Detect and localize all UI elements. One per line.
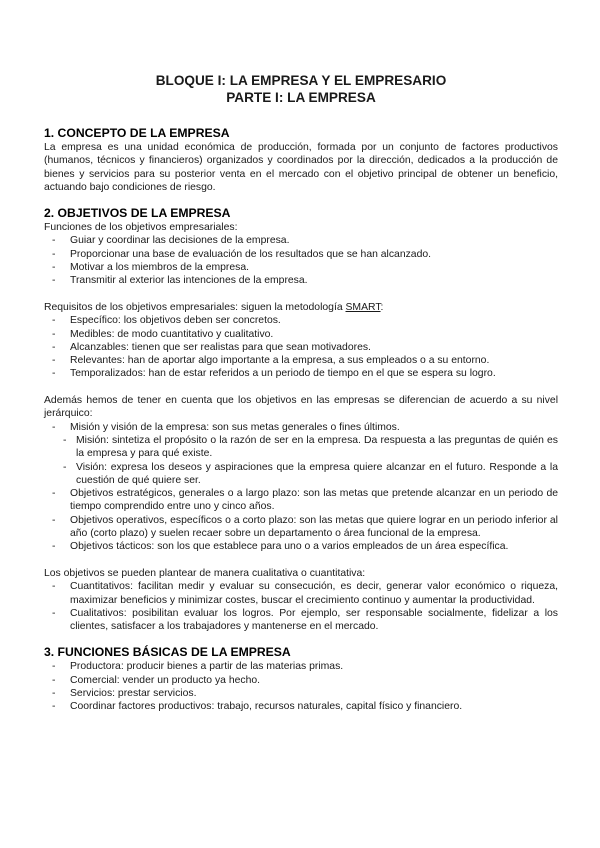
- sublist-item: - Visión: expresa los deseos y aspiraciones que la empresa quiere alcanzar en el futuro. Responde a la cuestión de qué quiere ser.: [56, 461, 558, 488]
- list-item: - Servicios: prestar servicios.: [44, 687, 558, 700]
- section1-text: La empresa es una unidad económica de producción, formada por un conjunto de factores productivos (humanos, técnicos y financieros) organizados y coordinados por la dirección, dedicados a la producción de bienes y servicios para su posterior venta en el mercado con el objetivo principal de obtener un beneficio, actuando bajo condiciones de riesgo.: [44, 142, 558, 193]
- funciones-basicas-list: [44, 660, 558, 713]
- document-subtitle: PARTE I: LA EMPRESA: [226, 90, 376, 105]
- list-item: - Objetivos tácticos: son los que establece para uno o a varios empleados de un área específica.: [44, 540, 558, 553]
- sublist-item: - Misión: sintetiza el propósito o la razón de ser en la empresa. Da respuesta a las preguntas de quién es la empresa y para qué existe.: [56, 434, 558, 461]
- requisitos-intro-text: Requisitos de los objetivos empresariales: siguen la metodología: [44, 301, 346, 313]
- list-item: - Coordinar factores productivos: trabajo, recursos naturales, capital físico y financiero.: [44, 700, 558, 713]
- funciones-list: [44, 234, 558, 287]
- section1-heading: 1. CONCEPTO DE LA EMPRESA: [44, 126, 230, 140]
- list-item: - Guiar y coordinar las decisiones de la empresa.: [44, 234, 558, 247]
- document-title: BLOQUE I: LA EMPRESA Y EL EMPRESARIO: [155, 73, 447, 88]
- list-item: - Proporcionar una base de evaluación de los resultados que se han alcanzado.: [44, 248, 558, 261]
- list-item: - Cuantitativos: facilitan medir y evaluar su consecución, es decir, generar valor económico o riqueza, maximizar beneficios y minimizar costes, buscar el crecimiento continuo y aumentar la productividad.: [44, 580, 558, 607]
- jerarquia-intro: Además hemos de tener en cuenta que los objetivos en las empresas se diferencian de acuerdo a su nivel jerárquico:: [44, 395, 558, 420]
- requisitos-intro: [44, 301, 558, 314]
- list-item: - Objetivos estratégicos, generales o a largo plazo: son las metas que pretende alcanzar en un periodo de tiempo comprendido entre uno y cinco años.: [44, 487, 558, 514]
- list-item: - Medibles: de modo cuantitativo y cualitativo.: [44, 328, 558, 341]
- requisitos-list: [44, 314, 558, 380]
- list-item: - Cualitativos: posibilitan evaluar los logros. Por ejemplo, ser responsable socialmente, fidelizar a los clientes, satisfacer a los trabajadores y mantenerse en el mercado.: [44, 607, 558, 634]
- smart-underlined: SMART: [345, 301, 381, 313]
- list-item: - Transmitir al exterior las intenciones de la empresa.: [44, 274, 558, 287]
- jerarquia-list: [44, 421, 558, 434]
- section2-heading: 2. OBJETIVOS DE LA EMPRESA: [44, 206, 231, 221]
- section3-heading: 3. FUNCIONES BÁSICAS DE LA EMPRESA: [44, 645, 291, 660]
- list-item: - Comercial: vender un producto ya hecho.: [44, 674, 558, 687]
- list-item: - Productora: producir bienes a partir de las materias primas.: [44, 660, 558, 673]
- list-item: - Específico: los objetivos deben ser concretos.: [44, 314, 558, 327]
- requisitos-intro-colon: :: [380, 301, 384, 313]
- tipos-list: [44, 580, 558, 633]
- funciones-intro: Funciones de los objetivos empresariales:: [44, 222, 238, 234]
- document-page: [44, 72, 558, 714]
- list-item: - Relevantes: han de aportar algo importante a la empresa, a sus empleados o a su entorno.: [44, 354, 558, 367]
- list-item: - Temporalizados: han de estar referidos a un periodo de tiempo en el que se espera su logro.: [44, 367, 558, 380]
- mision-vision-sublist: [56, 434, 558, 487]
- list-item: - Motivar a los miembros de la empresa.: [44, 261, 558, 274]
- jerarquia-list-rest: [44, 487, 558, 553]
- tipos-intro: Los objetivos se pueden plantear de manera cualitativa o cuantitativa:: [44, 567, 366, 579]
- list-item: - Alcanzables: tienen que ser realistas para que sean motivadores.: [44, 341, 558, 354]
- list-item: - Objetivos operativos, específicos o a corto plazo: son las metas que quiere lograr en un periodo inferior al año (corto plazo) y suelen recaer sobre un departamento o área funcional de la empresa.: [44, 514, 558, 541]
- list-item: - Misión y visión de la empresa: son sus metas generales o fines últimos.: [44, 421, 558, 434]
